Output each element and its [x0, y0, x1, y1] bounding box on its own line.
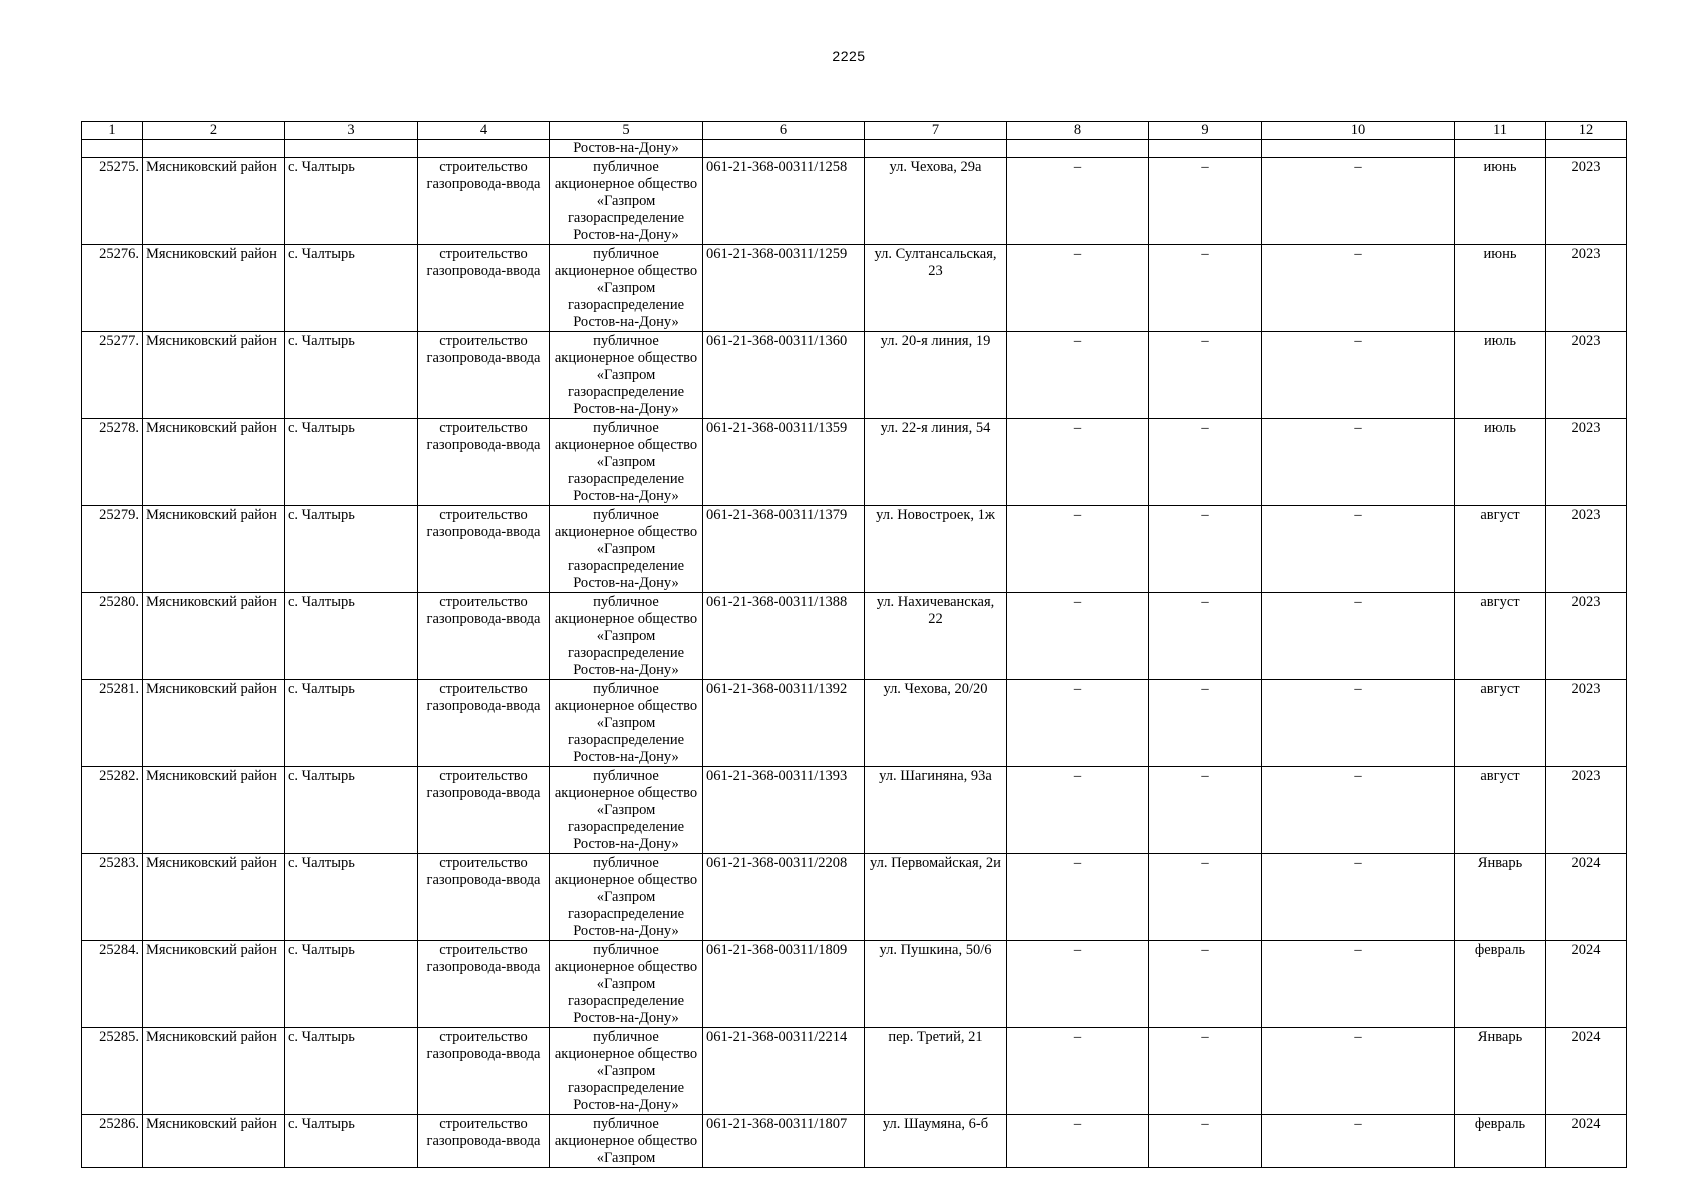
settlement-cell: с. Чалтырь [285, 419, 418, 506]
month-cell: июль [1455, 332, 1546, 419]
column-header: 8 [1007, 122, 1149, 140]
year-cell: 2023 [1546, 506, 1627, 593]
year-cell: 2023 [1546, 767, 1627, 854]
registry-code-cell: 061-21-368-00311/1259 [703, 245, 865, 332]
column-10-cell: – [1262, 332, 1455, 419]
row-number: 25278. [82, 419, 143, 506]
table-row [82, 158, 1627, 245]
month-cell: февраль [1455, 941, 1546, 1028]
organization-cell: публичное акционерное общество «Газпром газораспределение Ростов-на-Дону» [550, 680, 703, 767]
column-8-cell: – [1007, 245, 1149, 332]
column-10-cell: – [1262, 245, 1455, 332]
district-cell: Мясниковский район [143, 419, 285, 506]
row-number: 25277. [82, 332, 143, 419]
column-9-cell: – [1149, 941, 1262, 1028]
column-header: 4 [418, 122, 550, 140]
column-8-cell: – [1007, 854, 1149, 941]
column-header: 3 [285, 122, 418, 140]
column-10-cell: – [1262, 680, 1455, 767]
month-cell: февраль [1455, 1115, 1546, 1168]
address-cell: ул. Пушкина, 50/6 [865, 941, 1007, 1028]
column-10-cell: – [1262, 767, 1455, 854]
address-cell: ул. Первомайская, 2и [865, 854, 1007, 941]
column-9-cell: – [1149, 680, 1262, 767]
work-type-cell: строительство газопровода-ввода [418, 506, 550, 593]
month-cell: Январь [1455, 1028, 1546, 1115]
column-8-cell: – [1007, 332, 1149, 419]
column-10-cell: – [1262, 419, 1455, 506]
column-10-cell: – [1262, 1028, 1455, 1115]
month-cell: август [1455, 593, 1546, 680]
column-8-cell: – [1007, 593, 1149, 680]
settlement-cell: с. Чалтырь [285, 332, 418, 419]
address-cell: ул. 22-я линия, 54 [865, 419, 1007, 506]
row-number: 25285. [82, 1028, 143, 1115]
column-10-cell: – [1262, 158, 1455, 245]
row-number: 25282. [82, 767, 143, 854]
column-header: 1 [82, 122, 143, 140]
district-cell: Мясниковский район [143, 854, 285, 941]
work-type-cell: строительство газопровода-ввода [418, 941, 550, 1028]
address-cell: ул. Чехова, 29а [865, 158, 1007, 245]
table-row [82, 1028, 1627, 1115]
column-9-cell: – [1149, 506, 1262, 593]
address-cell: ул. Султансальская, 23 [865, 245, 1007, 332]
row-number: 25275. [82, 158, 143, 245]
address-cell: ул. Шаумяна, 6-б [865, 1115, 1007, 1168]
year-cell: 2024 [1546, 854, 1627, 941]
year-cell: 2024 [1546, 941, 1627, 1028]
district-cell: Мясниковский район [143, 593, 285, 680]
column-10-cell: – [1262, 506, 1455, 593]
address-cell: ул. Шагиняна, 93а [865, 767, 1007, 854]
registry-code-cell: 061-21-368-00311/1388 [703, 593, 865, 680]
column-9-cell: – [1149, 1028, 1262, 1115]
table-row [82, 941, 1627, 1028]
column-header: 9 [1149, 122, 1262, 140]
organization-cell: публичное акционерное общество «Газпром газораспределение Ростов-на-Дону» [550, 158, 703, 245]
year-cell: 2023 [1546, 245, 1627, 332]
year-cell: 2023 [1546, 593, 1627, 680]
year-cell: 2024 [1546, 1115, 1627, 1168]
organization-cell: публичное акционерное общество «Газпром газораспределение Ростов-на-Дону» [550, 419, 703, 506]
year-cell: 2023 [1546, 680, 1627, 767]
organization-cell: публичное акционерное общество «Газпром газораспределение Ростов-на-Дону» [550, 1028, 703, 1115]
address-cell: пер. Третий, 21 [865, 1028, 1007, 1115]
year-cell: 2023 [1546, 158, 1627, 245]
column-9-cell: – [1149, 767, 1262, 854]
settlement-cell: с. Чалтырь [285, 158, 418, 245]
month-cell: июнь [1455, 158, 1546, 245]
column-8-cell: – [1007, 1028, 1149, 1115]
registry-code-cell: 061-21-368-00311/1359 [703, 419, 865, 506]
organization-cell: публичное акционерное общество «Газпром газораспределение Ростов-на-Дону» [550, 245, 703, 332]
column-9-cell: – [1149, 854, 1262, 941]
column-8-cell: – [1007, 767, 1149, 854]
registry-code-cell: 061-21-368-00311/2214 [703, 1028, 865, 1115]
settlement-cell: с. Чалтырь [285, 854, 418, 941]
column-8-cell: – [1007, 506, 1149, 593]
table-row [82, 506, 1627, 593]
table-row [82, 332, 1627, 419]
organization-cell: публичное акционерное общество «Газпром газораспределение Ростов-на-Дону» [550, 941, 703, 1028]
settlement-cell: с. Чалтырь [285, 593, 418, 680]
district-cell: Мясниковский район [143, 1028, 285, 1115]
table-row [82, 767, 1627, 854]
address-cell: ул. 20-я линия, 19 [865, 332, 1007, 419]
column-9-cell: – [1149, 1115, 1262, 1168]
district-cell: Мясниковский район [143, 332, 285, 419]
settlement-cell: с. Чалтырь [285, 1028, 418, 1115]
table-row [82, 593, 1627, 680]
registry-code-cell: 061-21-368-00311/1393 [703, 767, 865, 854]
address-cell: ул. Чехова, 20/20 [865, 680, 1007, 767]
district-cell: Мясниковский район [143, 245, 285, 332]
column-header: 5 [550, 122, 703, 140]
table-row [82, 854, 1627, 941]
organization-cell: публичное акционерное общество «Газпром газораспределение Ростов-на-Дону» [550, 506, 703, 593]
column-8-cell: – [1007, 941, 1149, 1028]
district-cell: Мясниковский район [143, 767, 285, 854]
row-number: 25281. [82, 680, 143, 767]
organization-cell: публичное акционерное общество «Газпром газораспределение Ростов-на-Дону» [550, 332, 703, 419]
settlement-cell: с. Чалтырь [285, 506, 418, 593]
organization-cell: публичное акционерное общество «Газпром газораспределение Ростов-на-Дону» [550, 593, 703, 680]
district-cell: Мясниковский район [143, 680, 285, 767]
column-9-cell: – [1149, 419, 1262, 506]
page-number: 2225 [832, 48, 866, 64]
column-8-cell: – [1007, 1115, 1149, 1168]
row-number: 25283. [82, 854, 143, 941]
column-9-cell: – [1149, 158, 1262, 245]
settlement-cell: с. Чалтырь [285, 245, 418, 332]
district-cell: Мясниковский район [143, 506, 285, 593]
column-header: 11 [1455, 122, 1546, 140]
year-cell: 2024 [1546, 1028, 1627, 1115]
work-type-cell: строительство газопровода-ввода [418, 245, 550, 332]
work-type-cell: строительство газопровода-ввода [418, 680, 550, 767]
column-header: 6 [703, 122, 865, 140]
continuation-text: Ростов-на-Дону» [550, 140, 703, 158]
column-number-row [82, 122, 1627, 140]
table-row [82, 245, 1627, 332]
registry-code-cell: 061-21-368-00311/1807 [703, 1115, 865, 1168]
column-header: 2 [143, 122, 285, 140]
district-cell: Мясниковский район [143, 941, 285, 1028]
organization-cell: публичное акционерное общество «Газпром газораспределение Ростов-на-Дону» [550, 767, 703, 854]
month-cell: август [1455, 506, 1546, 593]
registry-code-cell: 061-21-368-00311/2208 [703, 854, 865, 941]
work-type-cell: строительство газопровода-ввода [418, 332, 550, 419]
work-type-cell: строительство газопровода-ввода [418, 158, 550, 245]
column-10-cell: – [1262, 854, 1455, 941]
row-number: 25284. [82, 941, 143, 1028]
registry-code-cell: 061-21-368-00311/1392 [703, 680, 865, 767]
registry-code-cell: 061-21-368-00311/1379 [703, 506, 865, 593]
row-number: 25279. [82, 506, 143, 593]
year-cell: 2023 [1546, 332, 1627, 419]
column-8-cell: – [1007, 680, 1149, 767]
registry-code-cell: 061-21-368-00311/1809 [703, 941, 865, 1028]
settlement-cell: с. Чалтырь [285, 1115, 418, 1168]
settlement-cell: с. Чалтырь [285, 767, 418, 854]
row-number: 25280. [82, 593, 143, 680]
column-9-cell: – [1149, 593, 1262, 680]
work-type-cell: строительство газопровода-ввода [418, 767, 550, 854]
month-cell: июль [1455, 419, 1546, 506]
column-8-cell: – [1007, 419, 1149, 506]
work-type-cell: строительство газопровода-ввода [418, 1028, 550, 1115]
district-cell: Мясниковский район [143, 1115, 285, 1168]
column-10-cell: – [1262, 593, 1455, 680]
register-table [81, 121, 1627, 1168]
address-cell: ул. Нахичеванская, 22 [865, 593, 1007, 680]
row-number: 25286. [82, 1115, 143, 1168]
work-type-cell: строительство газопровода-ввода [418, 419, 550, 506]
registry-code-cell: 061-21-368-00311/1360 [703, 332, 865, 419]
column-header: 10 [1262, 122, 1455, 140]
settlement-cell: с. Чалтырь [285, 680, 418, 767]
column-8-cell: – [1007, 158, 1149, 245]
year-cell: 2023 [1546, 419, 1627, 506]
row-number: 25276. [82, 245, 143, 332]
column-header: 12 [1546, 122, 1627, 140]
work-type-cell: строительство газопровода-ввода [418, 1115, 550, 1168]
table-row [82, 419, 1627, 506]
column-10-cell: – [1262, 941, 1455, 1028]
month-cell: август [1455, 680, 1546, 767]
column-10-cell: – [1262, 1115, 1455, 1168]
month-cell: Январь [1455, 854, 1546, 941]
column-header: 7 [865, 122, 1007, 140]
work-type-cell: строительство газопровода-ввода [418, 593, 550, 680]
continuation-row [82, 140, 1627, 158]
organization-cell: публичное акционерное общество «Газпром газораспределение Ростов-на-Дону» [550, 854, 703, 941]
table-row [82, 1115, 1627, 1168]
column-9-cell: – [1149, 245, 1262, 332]
table-row [82, 680, 1627, 767]
settlement-cell: с. Чалтырь [285, 941, 418, 1028]
column-9-cell: – [1149, 332, 1262, 419]
registry-code-cell: 061-21-368-00311/1258 [703, 158, 865, 245]
district-cell: Мясниковский район [143, 158, 285, 245]
month-cell: август [1455, 767, 1546, 854]
address-cell: ул. Новостроек, 1ж [865, 506, 1007, 593]
organization-cell: публичное акционерное общество «Газпром [550, 1115, 703, 1168]
work-type-cell: строительство газопровода-ввода [418, 854, 550, 941]
month-cell: июнь [1455, 245, 1546, 332]
